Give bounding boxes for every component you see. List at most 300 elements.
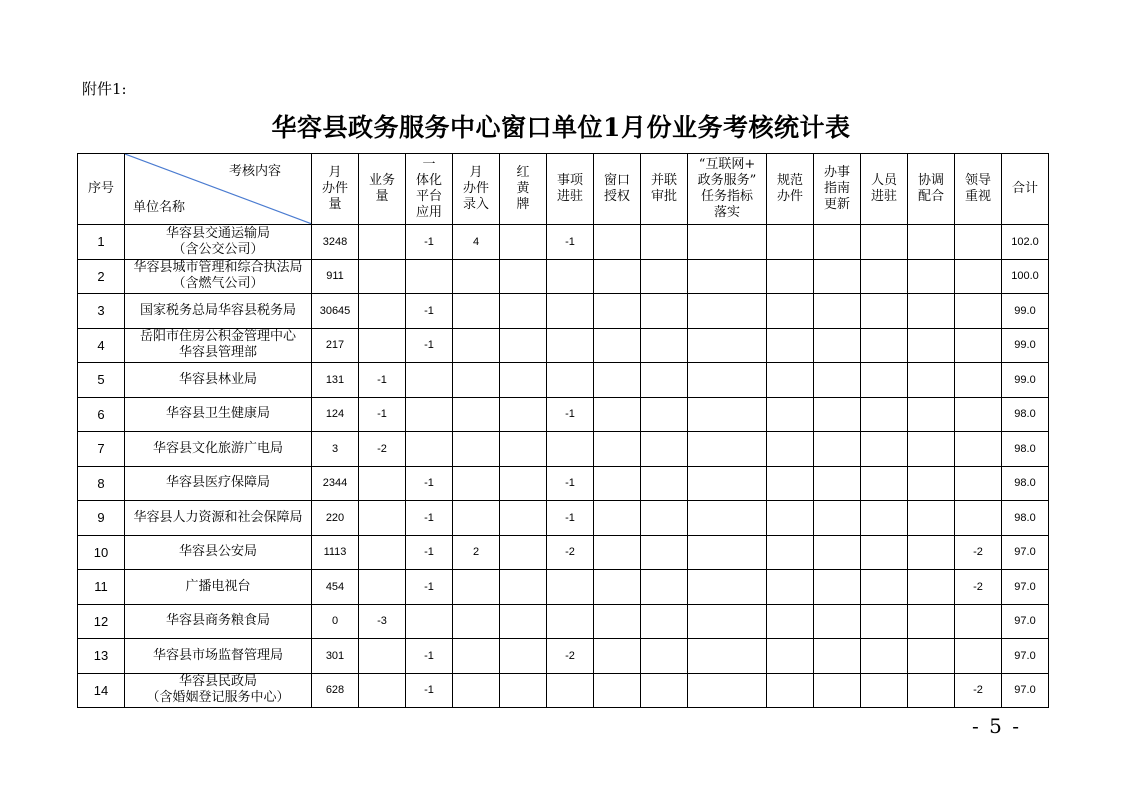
row-score-cell — [814, 673, 861, 708]
row-score-cell — [814, 570, 861, 605]
row-score-cell: 454 — [312, 570, 359, 605]
row-unit-name — [125, 328, 312, 363]
row-score-cell: -1 — [406, 673, 453, 708]
row-score-cell — [453, 294, 500, 329]
row-score-cell — [955, 363, 1002, 398]
row-score-cell: -1 — [406, 570, 453, 605]
row-score-cell — [908, 259, 955, 294]
row-score-cell — [908, 397, 955, 432]
row-total: 99.0 — [1002, 328, 1049, 363]
row-score-cell — [594, 397, 641, 432]
row-score-cell — [500, 535, 547, 570]
row-score-cell: 30645 — [312, 294, 359, 329]
row-score-cell: -1 — [547, 501, 594, 536]
row-score-cell: 3 — [312, 432, 359, 467]
row-score-cell — [767, 604, 814, 639]
row-score-cell: -1 — [406, 639, 453, 674]
row-score-cell — [814, 294, 861, 329]
row-score-cell — [688, 501, 767, 536]
row-score-cell — [406, 432, 453, 467]
header-column-line: 人员 — [870, 173, 897, 188]
row-score-cell — [641, 501, 688, 536]
row-score-cell — [359, 639, 406, 674]
row-score-cell — [861, 570, 908, 605]
table-row — [78, 466, 1049, 501]
row-score-cell — [688, 363, 767, 398]
row-unit-name — [125, 535, 312, 570]
row-seq: 2 — [78, 259, 125, 294]
unit-name-line: 华容县公安局 — [178, 544, 257, 560]
row-score-cell — [594, 501, 641, 536]
row-score-cell — [814, 397, 861, 432]
row-score-cell — [861, 466, 908, 501]
row-score-cell — [547, 432, 594, 467]
header-assessment-content: 考核内容 — [228, 164, 281, 179]
header-column — [908, 154, 955, 225]
row-total: 97.0 — [1002, 604, 1049, 639]
header-column-line: 更新 — [823, 197, 850, 212]
row-seq: 4 — [78, 328, 125, 363]
row-score-cell — [594, 363, 641, 398]
table-row — [78, 294, 1049, 329]
row-score-cell — [688, 673, 767, 708]
row-score-cell: -1 — [406, 225, 453, 260]
row-score-cell — [453, 363, 500, 398]
unit-name-line: 华容县商务粮食局 — [165, 613, 270, 629]
unit-name-line: （含公交公司） — [172, 241, 264, 257]
row-score-cell: -1 — [359, 363, 406, 398]
page-title: 华容县政务服务中心窗口单位1月份业务考核统计表 — [271, 113, 851, 142]
row-score-cell — [500, 328, 547, 363]
row-score-cell — [861, 259, 908, 294]
attachment-label: 附件1: — [82, 80, 127, 98]
header-column-line: 合计 — [1011, 181, 1038, 196]
row-seq: 7 — [78, 432, 125, 467]
row-score-cell — [955, 225, 1002, 260]
row-score-cell — [908, 639, 955, 674]
row-total: 102.0 — [1002, 225, 1049, 260]
row-score-cell — [641, 639, 688, 674]
row-score-cell — [359, 225, 406, 260]
row-seq: 5 — [78, 363, 125, 398]
row-score-cell — [500, 225, 547, 260]
row-score-cell — [641, 466, 688, 501]
row-unit-name — [125, 570, 312, 605]
row-score-cell — [406, 259, 453, 294]
row-score-cell — [814, 604, 861, 639]
row-unit-name — [125, 639, 312, 674]
row-score-cell — [861, 432, 908, 467]
row-score-cell — [814, 466, 861, 501]
header-column-line: 办件 — [462, 181, 489, 196]
row-score-cell — [861, 225, 908, 260]
row-score-cell: 1113 — [312, 535, 359, 570]
row-score-cell: -2 — [359, 432, 406, 467]
row-score-cell: 0 — [312, 604, 359, 639]
row-score-cell — [594, 673, 641, 708]
header-column-line: “互联网+ — [698, 157, 756, 172]
header-column — [359, 154, 406, 225]
row-unit-name — [125, 673, 312, 708]
row-score-cell — [908, 673, 955, 708]
row-score-cell — [547, 328, 594, 363]
row-score-cell — [359, 501, 406, 536]
row-score-cell — [641, 294, 688, 329]
row-score-cell: -1 — [406, 294, 453, 329]
header-row — [78, 154, 1049, 225]
row-score-cell — [406, 397, 453, 432]
row-score-cell — [767, 259, 814, 294]
row-score-cell — [594, 466, 641, 501]
header-column — [312, 154, 359, 225]
row-score-cell — [814, 432, 861, 467]
row-score-cell — [688, 328, 767, 363]
row-score-cell — [955, 397, 1002, 432]
row-unit-name — [125, 501, 312, 536]
header-column-line: 平台 — [415, 189, 442, 204]
row-score-cell — [641, 328, 688, 363]
header-column-line: 量 — [375, 189, 389, 204]
header-column-line: 进驻 — [556, 189, 583, 204]
header-column-line: 红 — [516, 165, 530, 180]
header-column-line: 办件 — [321, 181, 348, 196]
row-score-cell — [908, 570, 955, 605]
row-score-cell — [453, 432, 500, 467]
table-row — [78, 259, 1049, 294]
row-score-cell — [688, 570, 767, 605]
header-column-line: 黄 — [516, 181, 530, 196]
row-score-cell — [955, 639, 1002, 674]
header-column-line: 月 — [328, 165, 342, 180]
table-row — [78, 639, 1049, 674]
row-score-cell — [453, 604, 500, 639]
unit-name-line: 华容县医疗保障局 — [165, 475, 270, 491]
row-score-cell — [359, 535, 406, 570]
row-score-cell — [406, 363, 453, 398]
row-seq: 3 — [78, 294, 125, 329]
row-score-cell: -2 — [955, 535, 1002, 570]
header-column-line: 重视 — [964, 189, 991, 204]
row-score-cell — [453, 501, 500, 536]
row-score-cell — [453, 466, 500, 501]
row-score-cell — [594, 535, 641, 570]
row-score-cell — [767, 294, 814, 329]
row-score-cell — [594, 294, 641, 329]
header-column-line: 一 — [422, 157, 436, 172]
row-score-cell — [594, 570, 641, 605]
header-column — [453, 154, 500, 225]
row-score-cell — [641, 363, 688, 398]
row-score-cell — [688, 535, 767, 570]
row-seq: 6 — [78, 397, 125, 432]
row-total: 99.0 — [1002, 363, 1049, 398]
row-score-cell — [547, 294, 594, 329]
row-score-cell — [641, 570, 688, 605]
table-row — [78, 397, 1049, 432]
row-score-cell — [908, 604, 955, 639]
row-score-cell — [767, 225, 814, 260]
header-column — [955, 154, 1002, 225]
row-score-cell — [594, 432, 641, 467]
row-score-cell — [547, 259, 594, 294]
row-score-cell — [453, 259, 500, 294]
row-score-cell — [767, 535, 814, 570]
row-score-cell — [688, 466, 767, 501]
row-score-cell: -1 — [406, 328, 453, 363]
row-score-cell — [547, 673, 594, 708]
row-score-cell — [767, 673, 814, 708]
row-score-cell — [814, 259, 861, 294]
table-body — [78, 225, 1049, 708]
row-score-cell: 124 — [312, 397, 359, 432]
unit-name-line: 华容县林业局 — [178, 371, 257, 387]
row-score-cell: -1 — [547, 397, 594, 432]
row-score-cell — [500, 570, 547, 605]
row-score-cell — [547, 363, 594, 398]
row-score-cell: 628 — [312, 673, 359, 708]
unit-name-line: 华容县卫生健康局 — [165, 406, 270, 422]
row-seq: 13 — [78, 639, 125, 674]
table-row — [78, 501, 1049, 536]
unit-name-line: 华容县市场监督管理局 — [152, 647, 283, 663]
row-score-cell: -1 — [359, 397, 406, 432]
row-score-cell — [955, 604, 1002, 639]
row-total: 97.0 — [1002, 673, 1049, 708]
row-score-cell — [688, 432, 767, 467]
row-score-cell — [688, 259, 767, 294]
row-score-cell: -1 — [406, 466, 453, 501]
header-column-line: 政务服务” — [697, 173, 757, 188]
unit-name-line: 华容县民政局 — [178, 674, 257, 690]
row-score-cell — [594, 225, 641, 260]
row-score-cell — [641, 673, 688, 708]
header-column-line: 协调 — [917, 173, 944, 188]
table-row — [78, 328, 1049, 363]
row-score-cell: 131 — [312, 363, 359, 398]
row-score-cell — [453, 639, 500, 674]
row-score-cell — [453, 328, 500, 363]
row-score-cell — [500, 673, 547, 708]
row-total: 98.0 — [1002, 397, 1049, 432]
table-row — [78, 604, 1049, 639]
row-score-cell — [955, 328, 1002, 363]
row-seq: 12 — [78, 604, 125, 639]
row-seq: 9 — [78, 501, 125, 536]
table-row — [78, 535, 1049, 570]
row-unit-name — [125, 225, 312, 260]
header-column-line: 量 — [328, 197, 342, 212]
row-unit-name — [125, 294, 312, 329]
row-unit-name — [125, 259, 312, 294]
header-column-line: 应用 — [415, 205, 442, 220]
row-score-cell: -2 — [547, 535, 594, 570]
header-column-line: 落实 — [713, 205, 740, 220]
header-column — [861, 154, 908, 225]
row-score-cell — [500, 397, 547, 432]
row-score-cell — [861, 501, 908, 536]
table-row — [78, 432, 1049, 467]
row-seq: 14 — [78, 673, 125, 708]
row-score-cell — [594, 604, 641, 639]
row-score-cell: 301 — [312, 639, 359, 674]
row-score-cell: 3248 — [312, 225, 359, 260]
header-column-line: 授权 — [603, 189, 630, 204]
row-score-cell — [500, 639, 547, 674]
row-score-cell — [641, 604, 688, 639]
row-score-cell — [547, 570, 594, 605]
header-column-line: 领导 — [964, 173, 991, 188]
table-row — [78, 363, 1049, 398]
unit-name-line: 岳阳市住房公积金管理中心 — [139, 329, 296, 345]
header-seq: 序号 — [78, 154, 125, 225]
row-score-cell: 220 — [312, 501, 359, 536]
row-total: 97.0 — [1002, 535, 1049, 570]
row-score-cell — [861, 673, 908, 708]
header-column — [500, 154, 547, 225]
unit-name-line: 广播电视台 — [185, 578, 251, 594]
row-score-cell — [500, 604, 547, 639]
header-column-line: 配合 — [917, 189, 944, 204]
unit-name-line: （含燃气公司） — [172, 276, 264, 292]
header-column-line: 审批 — [650, 189, 677, 204]
header-column — [641, 154, 688, 225]
header-column — [1002, 154, 1049, 225]
row-score-cell — [908, 501, 955, 536]
header-column — [688, 154, 767, 225]
row-score-cell: -1 — [547, 466, 594, 501]
header-column — [406, 154, 453, 225]
unit-name-line: 华容县交通运输局 — [165, 225, 270, 241]
row-score-cell — [594, 259, 641, 294]
row-seq: 8 — [78, 466, 125, 501]
row-unit-name — [125, 363, 312, 398]
row-unit-name — [125, 466, 312, 501]
row-score-cell — [767, 501, 814, 536]
row-total: 98.0 — [1002, 432, 1049, 467]
page-number: - 5 - — [972, 714, 1021, 738]
row-score-cell — [767, 639, 814, 674]
row-score-cell — [453, 673, 500, 708]
row-score-cell: -1 — [406, 535, 453, 570]
row-score-cell: 4 — [453, 225, 500, 260]
row-score-cell — [955, 466, 1002, 501]
row-score-cell — [767, 432, 814, 467]
unit-name-line: 华容县人力资源和社会保障局 — [133, 509, 303, 525]
row-score-cell: -1 — [547, 225, 594, 260]
row-score-cell — [814, 639, 861, 674]
row-seq: 11 — [78, 570, 125, 605]
header-column-line: 窗口 — [603, 173, 630, 188]
table-row — [78, 225, 1049, 260]
row-score-cell — [861, 363, 908, 398]
row-score-cell: 2 — [453, 535, 500, 570]
header-diagonal-cell — [125, 154, 312, 225]
header-column-line: 并联 — [650, 173, 677, 188]
row-score-cell — [641, 432, 688, 467]
row-score-cell: -2 — [547, 639, 594, 674]
row-score-cell — [500, 259, 547, 294]
row-total: 100.0 — [1002, 259, 1049, 294]
row-score-cell — [814, 535, 861, 570]
row-score-cell — [814, 328, 861, 363]
unit-name-line: 华容县管理部 — [178, 345, 257, 361]
header-column — [767, 154, 814, 225]
row-total: 98.0 — [1002, 466, 1049, 501]
row-score-cell — [908, 363, 955, 398]
header-column-line: 录入 — [462, 197, 489, 212]
header-column-line: 事项 — [556, 173, 583, 188]
row-score-cell — [955, 501, 1002, 536]
row-score-cell: 2344 — [312, 466, 359, 501]
row-score-cell — [955, 432, 1002, 467]
row-score-cell — [500, 294, 547, 329]
row-score-cell: -2 — [955, 673, 1002, 708]
row-score-cell — [500, 432, 547, 467]
row-score-cell: -1 — [406, 501, 453, 536]
row-score-cell — [641, 225, 688, 260]
row-score-cell: 217 — [312, 328, 359, 363]
row-score-cell — [359, 570, 406, 605]
table-row — [78, 673, 1049, 708]
row-score-cell — [861, 397, 908, 432]
row-score-cell — [767, 328, 814, 363]
row-score-cell: 911 — [312, 259, 359, 294]
row-score-cell — [861, 604, 908, 639]
row-score-cell — [908, 328, 955, 363]
row-score-cell — [908, 294, 955, 329]
row-score-cell — [594, 639, 641, 674]
row-score-cell — [641, 535, 688, 570]
header-column-line: 进驻 — [870, 189, 897, 204]
row-score-cell — [814, 363, 861, 398]
statistics-table — [77, 153, 1049, 708]
row-score-cell — [688, 225, 767, 260]
row-score-cell — [814, 225, 861, 260]
row-score-cell — [453, 570, 500, 605]
row-score-cell — [861, 294, 908, 329]
header-column-line: 月 — [469, 165, 483, 180]
unit-name-line: （含婚姻登记服务中心） — [146, 690, 290, 706]
row-score-cell — [641, 397, 688, 432]
row-score-cell — [359, 328, 406, 363]
unit-name-line: 华容县文化旅游广电局 — [152, 440, 283, 456]
row-unit-name — [125, 397, 312, 432]
row-unit-name — [125, 432, 312, 467]
row-score-cell: -2 — [955, 570, 1002, 605]
row-seq: 1 — [78, 225, 125, 260]
row-score-cell — [688, 639, 767, 674]
row-score-cell — [359, 673, 406, 708]
row-seq: 10 — [78, 535, 125, 570]
row-score-cell — [500, 466, 547, 501]
table-row — [78, 570, 1049, 605]
header-column — [547, 154, 594, 225]
row-score-cell — [861, 535, 908, 570]
row-score-cell — [688, 397, 767, 432]
header-column — [814, 154, 861, 225]
header-unit-name: 单位名称 — [133, 200, 186, 215]
row-total: 98.0 — [1002, 501, 1049, 536]
row-score-cell — [359, 259, 406, 294]
row-score-cell — [955, 259, 1002, 294]
row-score-cell — [908, 466, 955, 501]
row-score-cell — [767, 570, 814, 605]
row-score-cell — [908, 225, 955, 260]
row-score-cell: -3 — [359, 604, 406, 639]
row-score-cell — [453, 397, 500, 432]
header-column-line: 指南 — [823, 181, 850, 196]
unit-name-line: 华容县城市管理和综合执法局 — [133, 260, 303, 276]
